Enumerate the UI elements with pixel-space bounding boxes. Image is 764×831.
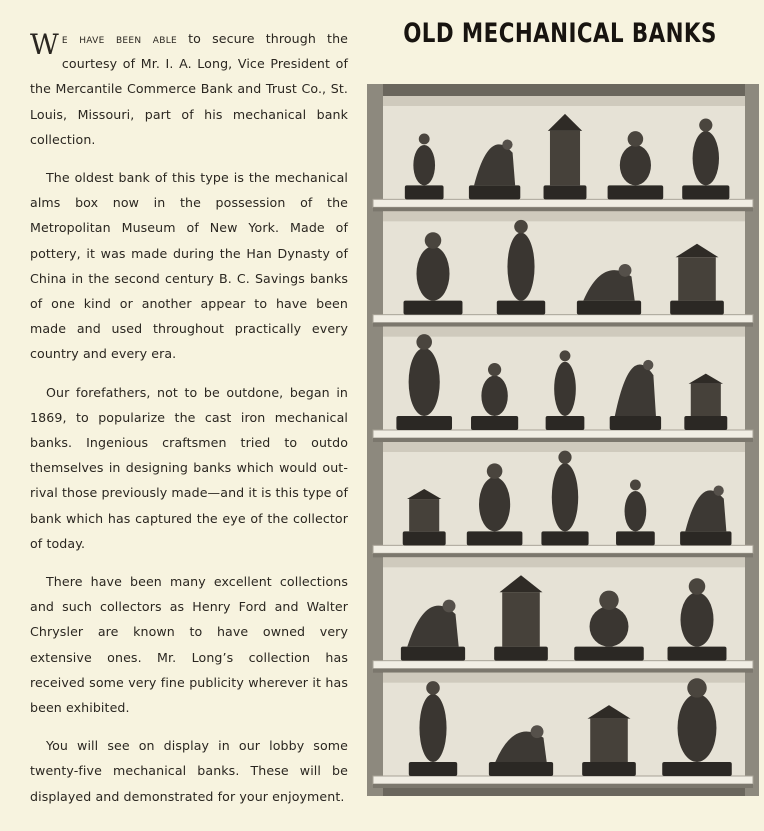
shelf-plank bbox=[373, 776, 753, 784]
bank-figure bbox=[680, 592, 713, 646]
bank-base bbox=[471, 416, 518, 430]
bank-detail bbox=[619, 264, 632, 277]
paragraph-collectors: There have been many excellent collections and such collectors as Henry Ford and Walter Chrysler are known to have owned very extensive ones. Mr. Long’s collection has received some very fine publicity wherever it has been exhibited. bbox=[30, 574, 348, 716]
bank-head bbox=[599, 591, 618, 610]
bank-figure bbox=[590, 606, 629, 646]
bank-base bbox=[396, 416, 452, 430]
bank-base bbox=[616, 531, 655, 545]
bank-base bbox=[682, 185, 729, 199]
shelf-plank bbox=[373, 661, 753, 669]
bank-base bbox=[409, 762, 457, 776]
bank-base bbox=[684, 416, 727, 430]
bank-base bbox=[467, 531, 523, 545]
shelves-illustration bbox=[367, 84, 759, 796]
bank-base bbox=[401, 647, 465, 661]
bank-base bbox=[541, 531, 588, 545]
bank-base bbox=[405, 185, 444, 199]
shelf-underside bbox=[373, 207, 753, 211]
bank-base bbox=[582, 762, 636, 776]
shelf-underside bbox=[373, 784, 753, 788]
bay-shadow bbox=[383, 557, 745, 567]
bank-head bbox=[425, 232, 442, 249]
bank-head bbox=[487, 463, 503, 479]
bank-base bbox=[662, 762, 732, 776]
bank-head bbox=[419, 134, 430, 145]
bank-base bbox=[577, 301, 641, 315]
bay-shadow bbox=[383, 211, 745, 221]
bank-detail bbox=[502, 140, 512, 150]
bank-head bbox=[687, 678, 706, 697]
bank-shelves-photo bbox=[367, 84, 759, 796]
bank-building bbox=[691, 384, 721, 416]
bank-building bbox=[409, 499, 439, 531]
shelf-underside bbox=[373, 669, 753, 673]
bank-figure bbox=[693, 131, 719, 185]
bank-base bbox=[670, 301, 724, 315]
bank-figure bbox=[479, 477, 510, 531]
bay-shadow bbox=[383, 327, 745, 337]
bay-shadow bbox=[383, 442, 745, 452]
bank-base bbox=[546, 416, 585, 430]
paragraph-display: You will see on display in our lobby some twenty-five mechanical banks. These will be displayed and demonstrated for your enjoyment. bbox=[30, 738, 348, 804]
bank-figure bbox=[419, 694, 446, 762]
shelf-plank bbox=[373, 545, 753, 553]
bank-base bbox=[668, 647, 727, 661]
bank-detail bbox=[531, 725, 544, 738]
bank-building bbox=[550, 131, 580, 185]
bank-figure bbox=[554, 362, 576, 416]
intro-text: to secure through the courtesy of Mr. I. A. Long, Vice President of the Mercantile Commerce Bank and Trust Co., St. Louis, Missouri, part of his mechanical bank collection. bbox=[30, 31, 349, 147]
bank-base bbox=[469, 185, 520, 199]
intro-lead: e have been able bbox=[61, 31, 177, 46]
bank-figure bbox=[552, 463, 578, 531]
bank-detail bbox=[714, 486, 724, 496]
bank-head bbox=[558, 451, 571, 464]
shelf-plank bbox=[373, 315, 753, 323]
bank-building bbox=[590, 719, 628, 762]
bank-base bbox=[608, 185, 664, 199]
shelf-underside bbox=[373, 553, 753, 557]
bank-head bbox=[426, 681, 440, 695]
page-title: OLD MECHANICAL BANKS bbox=[403, 18, 717, 49]
bank-head bbox=[514, 220, 528, 234]
bank-figure bbox=[507, 233, 534, 301]
shelf-plank bbox=[373, 199, 753, 207]
bank-base bbox=[403, 531, 446, 545]
bank-head bbox=[630, 480, 641, 491]
paragraph-forefathers: Our forefathers, not to be outdone, began in 1869, to popularize the cast iron mechanical banks. Ingenious craftsmen tried to outdo themselves in designing banks which would out-rival those previously made—and it is this type of bank which has captured the eye of the collector of today. bbox=[30, 384, 348, 551]
bank-building bbox=[502, 592, 540, 646]
bank-figure bbox=[409, 348, 440, 416]
intro-paragraph bbox=[30, 26, 348, 152]
bank-base bbox=[497, 301, 545, 315]
article-body bbox=[30, 26, 348, 822]
bank-head bbox=[628, 131, 644, 147]
bank-head bbox=[416, 334, 432, 350]
bank-base bbox=[544, 185, 587, 199]
shelf-underside bbox=[373, 323, 753, 327]
bank-detail bbox=[643, 360, 653, 370]
shelf-underside bbox=[373, 438, 753, 442]
bank-base bbox=[489, 762, 553, 776]
bank-figure bbox=[678, 694, 717, 762]
bank-base bbox=[680, 531, 731, 545]
paragraph-history: The oldest bank of this type is the mechanical alms box now in the possession of the Metropolitan Museum of New York. Made of pottery, it was made during the Han Dynasty of China in the second century B. C. Savings banks of one kind or another appear to have been made and used throughout practically every country and every era. bbox=[30, 170, 348, 362]
bank-figure bbox=[620, 145, 651, 185]
drop-cap: W bbox=[30, 28, 59, 61]
bank-base bbox=[404, 301, 463, 315]
bay-shadow bbox=[383, 96, 745, 106]
bank-building bbox=[678, 257, 716, 300]
bank-figure bbox=[416, 246, 449, 300]
bank-base bbox=[494, 647, 548, 661]
bank-head bbox=[560, 350, 571, 361]
bank-figure bbox=[413, 145, 435, 185]
shelf-plank bbox=[373, 430, 753, 438]
bank-head bbox=[689, 578, 706, 595]
bank-base bbox=[574, 647, 644, 661]
bank-figure bbox=[625, 491, 647, 531]
bank-figure bbox=[481, 376, 507, 416]
bank-head bbox=[699, 119, 712, 132]
bank-detail bbox=[443, 600, 456, 613]
bank-base bbox=[610, 416, 661, 430]
bank-head bbox=[488, 363, 501, 376]
